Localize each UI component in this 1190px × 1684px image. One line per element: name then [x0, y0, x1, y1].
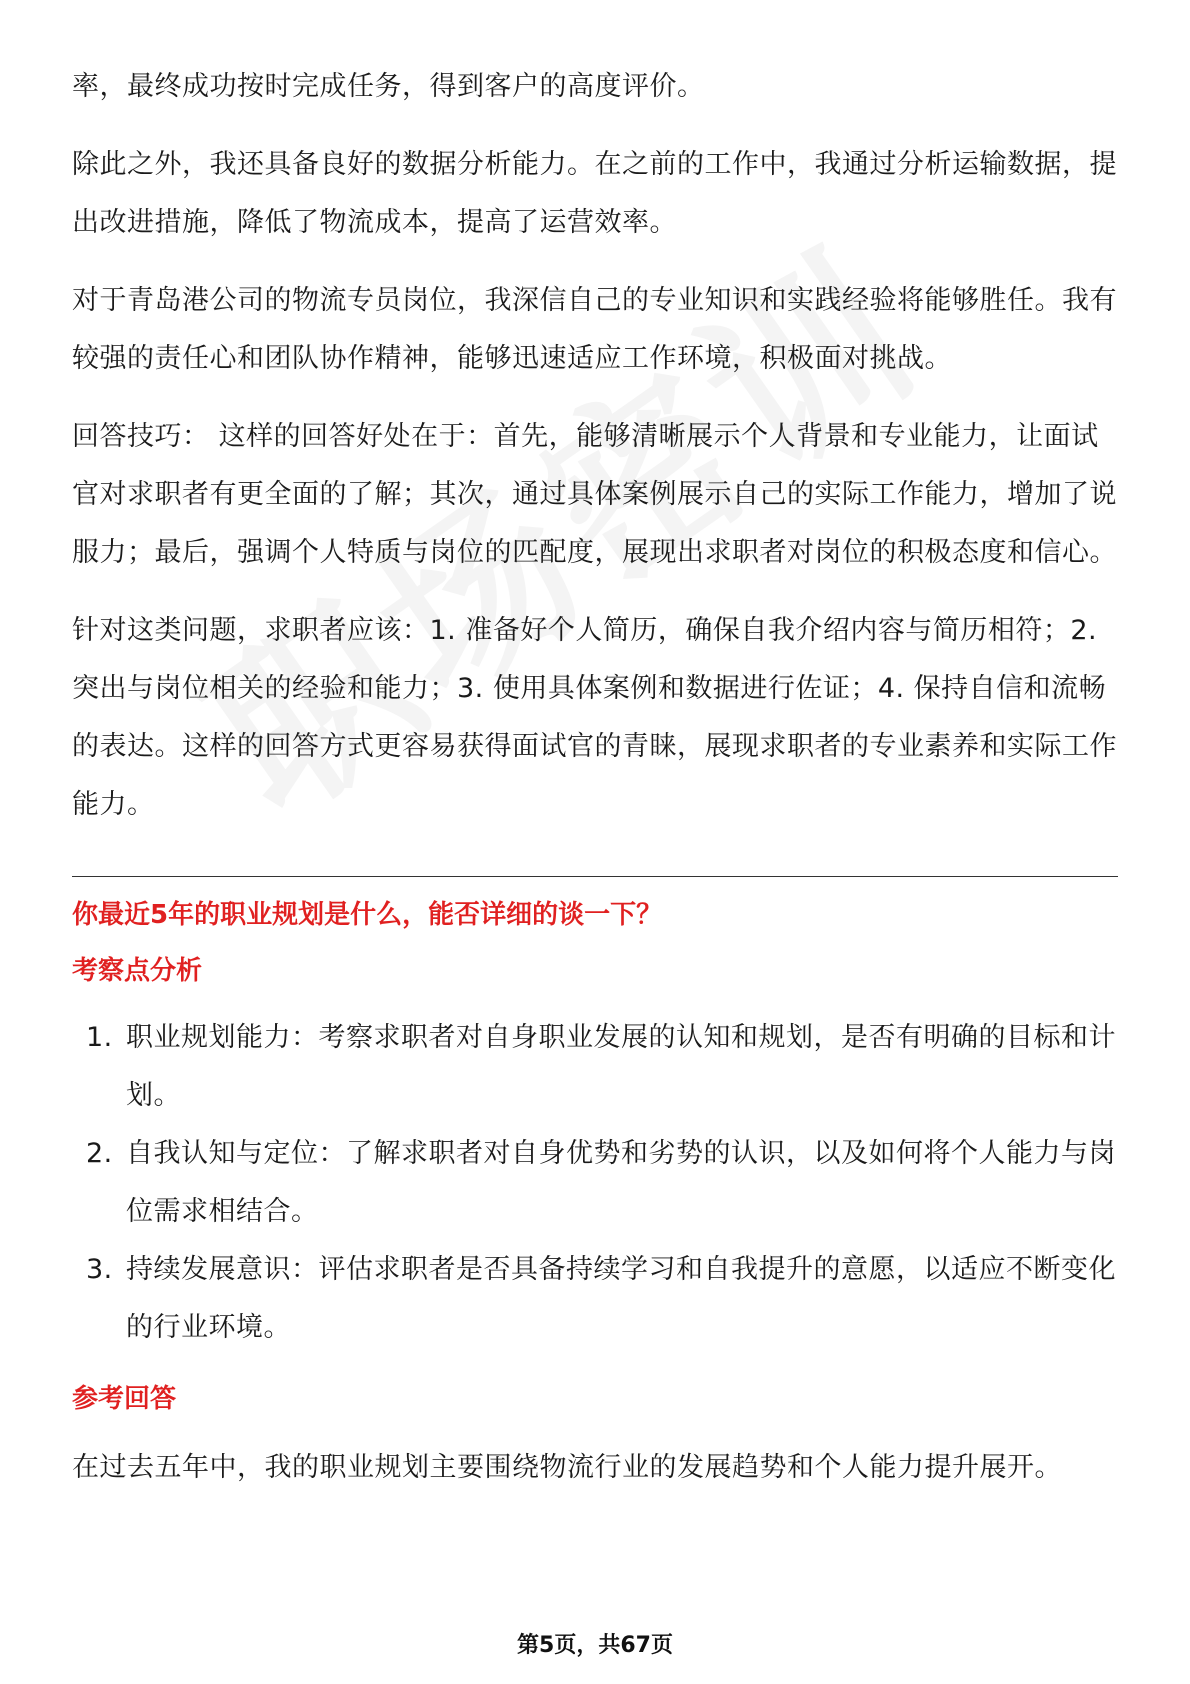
page-number-footer: 第5页，共67页	[517, 1633, 673, 1658]
paragraph-advice: 针对这类问题，求职者应该：1. 准备好个人简历，确保自我介绍内容与简历相符；2. 突出与岗位相关的经验和能力；3. 使用具体案例和数据进行佐证；4. 保持自信和流畅的表达。这样的回答方式更容易获得面试官的青睐，展现求职者的专业素养和实际工作能力。	[72, 615, 1117, 820]
list-item	[72, 1009, 1118, 1125]
paragraph-fit: 对于青岛港公司的物流专员岗位，我深信自己的专业知识和实践经验将能够胜任。我有较强的责任心和团队协作精神，能够迅速适应工作环境，积极面对挑战。	[72, 285, 1117, 374]
analysis-points-list	[72, 1009, 1118, 1357]
page-content	[72, 58, 1118, 1497]
paragraph-result: 率，最终成功按时完成任务，得到客户的高度评价。	[72, 71, 705, 102]
list-item	[72, 1125, 1118, 1241]
list-text: 自我认知与定位：了解求职者对自身优势和劣势的认识，以及如何将个人能力与岗位需求相结合。	[126, 1138, 1116, 1227]
answer-heading: 参考回答	[72, 1384, 177, 1414]
list-text: 持续发展意识：评估求职者是否具备持续学习和自我提升的意愿，以适应不断变化的行业环境。	[126, 1254, 1116, 1343]
list-number: 2.	[86, 1138, 113, 1169]
list-text: 职业规划能力：考察求职者对自身职业发展的认知和规划，是否有明确的目标和计划。	[126, 1022, 1116, 1111]
list-item	[72, 1241, 1118, 1357]
list-number: 1.	[86, 1022, 113, 1053]
paragraph-data-analysis: 除此之外，我还具备良好的数据分析能力。在之前的工作中，我通过分析运输数据，提出改进措施，降低了物流成本，提高了运营效率。	[72, 149, 1117, 238]
list-number: 3.	[86, 1254, 113, 1285]
question-title: 你最近5年的职业规划是什么，能否详细的谈一下？	[72, 900, 663, 930]
paragraph-answer-tips: 回答技巧： 这样的回答好处在于：首先，能够清晰展示个人背景和专业能力，让面试官对求职者有更全面的了解；其次，通过具体案例展示自己的实际工作能力，增加了说服力；最后，强调个人特质与岗位的匹配度，展现出求职者对岗位的积极态度和信心。	[72, 421, 1117, 568]
analysis-heading: 考察点分析	[72, 956, 203, 986]
answer-paragraph: 在过去五年中，我的职业规划主要围绕物流行业的发展趋势和个人能力提升展开。	[72, 1452, 1062, 1483]
section-divider	[72, 876, 1118, 877]
